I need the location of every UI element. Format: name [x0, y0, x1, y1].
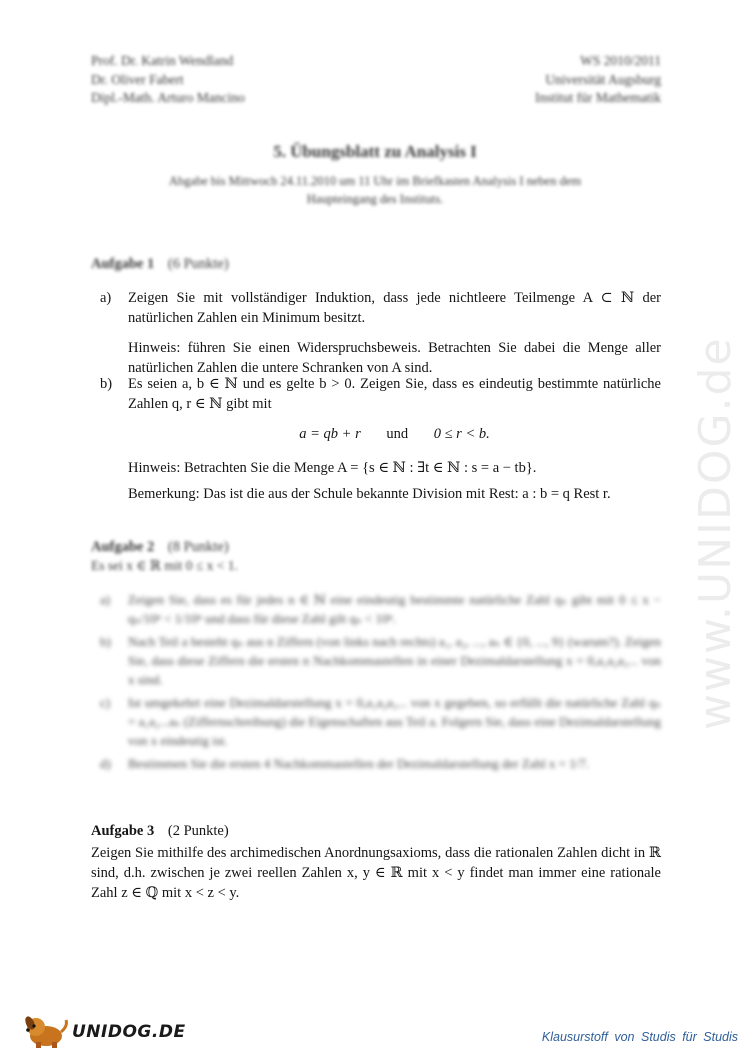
task1-points: (6 Punkte) — [167, 256, 229, 272]
task2-points: (8 Punkte) — [167, 539, 229, 555]
task1-b-marker: b) — [100, 376, 113, 392]
unidog-watermark: www.UNIDOG.de — [690, 336, 741, 730]
header-university: Universität Augsburg — [545, 71, 661, 87]
task1-b-remark: Bemerkung: Das ist die aus der Schule bekannte Division mit Rest: a : b = q Rest r. — [128, 486, 611, 502]
task1-item-b — [100, 374, 661, 514]
sheet-title: 5. Übungsblatt zu Analysis I — [273, 142, 477, 161]
dog-icon — [22, 1014, 70, 1048]
task1-heading — [91, 256, 229, 273]
task2-d-text: Bestimmen Sie die ersten 4 Nachkommastellen der Dezimaldarstellung der Zahl x = 1/7. — [128, 756, 590, 771]
task1-b-hint: Hinweis: Betrachten Sie die Menge A = {s ∈ ℕ : ∃t ∈ ℕ : s = a − tb}. — [128, 460, 537, 476]
task2-c-text: Ist umgekehrt eine Dezimaldarstellung x = 0,a₁a₂a₃... von x gegeben, so erfüllt die natürliche Zahl qₙ = a₁a₂...aₙ (Ziffernschreibung) die Eigenschaften aus Teil a. Folgern Sie, dass eine Dezimaldarstellung von x eindeutig ist. — [128, 695, 661, 748]
task2-b-marker: b) — [100, 634, 111, 649]
task1-label: Aufgabe 1 — [91, 256, 155, 272]
logo-text: UNIDOG.DE — [72, 1022, 186, 1042]
formula-and: und — [386, 426, 409, 442]
task1-a-marker: a) — [100, 290, 112, 306]
task3-heading — [91, 823, 229, 840]
task3-points: (2 Punkte) — [167, 823, 229, 839]
unidog-logo[interactable] — [22, 1014, 186, 1048]
task2-a-marker: a) — [100, 592, 111, 607]
task2-item-c — [100, 693, 661, 750]
footer-slogan: Klausurstoff von Studis für Studis — [541, 1030, 738, 1044]
task2-d-marker: d) — [100, 756, 111, 771]
task2-a-text: Zeigen Sie, dass es für jedes n ∈ ℕ eine eindeutig bestimmte natürliche Zahl qₙ gibt mit 0 ≤ x − qₙ/10ⁿ < 1/10ⁿ und dass für diese Zahl gilt qₙ < 10ⁿ. — [128, 592, 661, 626]
task2-item-b — [100, 632, 661, 689]
header-professor: Prof. Dr. Katrin Wendland — [91, 53, 234, 68]
task1-a-text: Zeigen Sie mit vollständiger Induktion, dass jede nichtleere Teilmenge A ⊂ ℕ der natürlichen Zahlen ein Minimum besitzt. — [128, 290, 661, 326]
task2-intro: Es sei x ∈ ℝ mit 0 ≤ x < 1. — [91, 558, 238, 573]
task2-item-a — [100, 590, 661, 628]
task2-label: Aufgabe 2 — [91, 539, 155, 555]
task1-a-hint: Hinweis: führen Sie einen Widerspruchsbeweis. Betrachten Sie dabei die Menge aller natürlichen Zahlen die untere Schranken von A sind. — [128, 340, 661, 376]
header-institute: Institut für Mathematik — [535, 90, 661, 105]
formula-left: a = qb + r — [299, 426, 361, 442]
task2-item-d — [100, 754, 661, 773]
header-semester: WS 2010/2011 — [580, 53, 661, 68]
task1-b-formula — [128, 424, 661, 444]
header-right — [535, 52, 661, 108]
task1-b-text: Es seien a, b ∈ ℕ und es gelte b > 0. Zeigen Sie, dass es eindeutig bestimmte natürliche Zahlen q, r ∈ ℕ gibt mit — [128, 376, 661, 412]
sheet-subtitle: Abgabe bis Mittwoch 24.11.2010 um 11 Uhr im Briefkasten Analysis I neben dem Haupteingang des Instituts. — [168, 174, 582, 206]
task2-c-marker: c) — [100, 695, 111, 710]
header-assistant-1: Dr. Oliver Fabert — [91, 71, 184, 87]
header-left — [91, 52, 245, 108]
task3-text: Zeigen Sie mithilfe des archimedischen Anordnungsaxioms, dass die rationalen Zahlen dicht in ℝ sind, d.h. zwischen je zwei reellen Zahlen x, y ∈ ℝ mit x < y findet man immer eine rationale Zahl z ∈ ℚ mit x < z < y. — [91, 845, 661, 901]
task2-b-text: Nach Teil a besteht qₙ aus n Ziffern (von links nach rechts) a₁, a₂, ..., aₙ ∈ {0, ..., 9} (warum?). Zeigen Sie, dass diese Ziffern die ersten n Nachkommastellen in einer Dezimaldarstellung x = 0,a₁a₂a₃... von x sind. — [128, 634, 661, 687]
task3-label: Aufgabe 3 — [91, 823, 155, 839]
header-assistant-2: Dipl.-Math. Arturo Mancino — [91, 90, 245, 105]
formula-right: 0 ≤ r < b. — [433, 426, 490, 442]
task1-item-a — [100, 288, 661, 388]
task2-heading — [91, 539, 229, 556]
